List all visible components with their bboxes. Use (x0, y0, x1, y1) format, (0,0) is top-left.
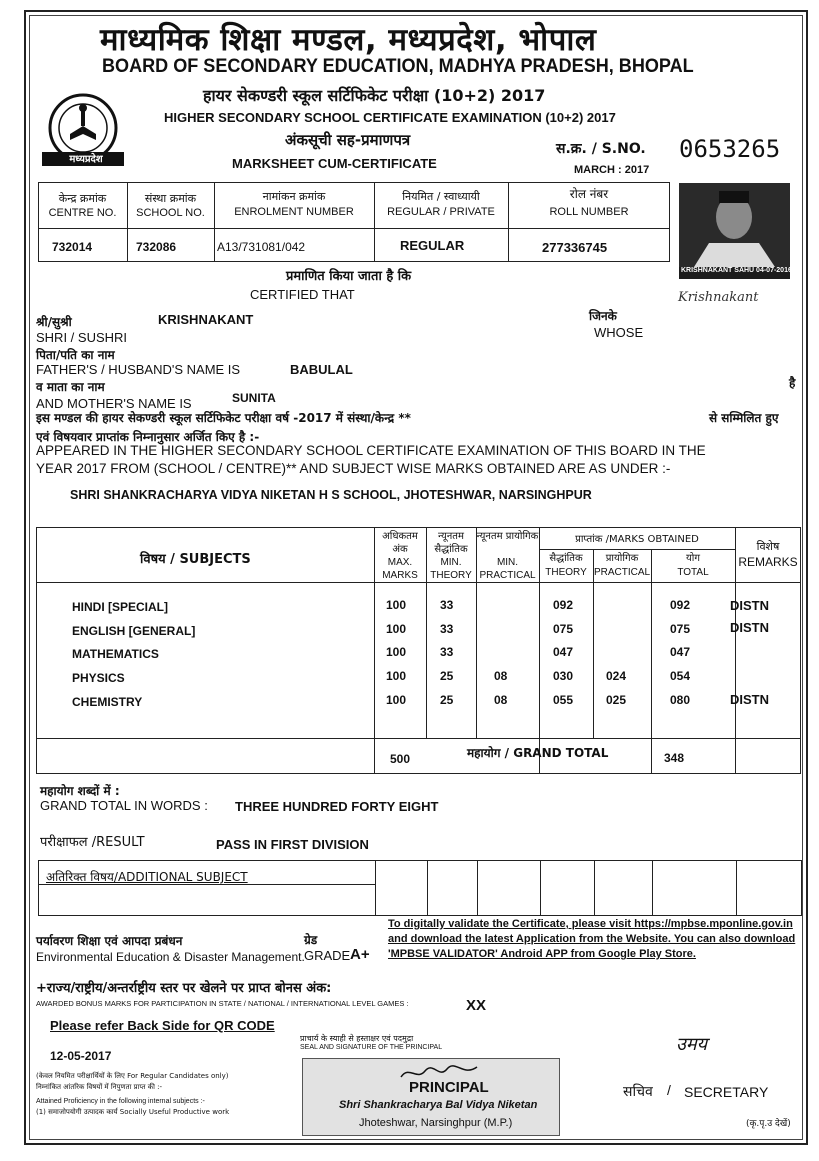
validation-notice-2: and download the latest Application from the Website. You can also download (388, 933, 796, 945)
header-remarks-en: REMARKS (738, 555, 798, 569)
whose-english: WHOSE (594, 325, 644, 340)
max-marks: 100 (386, 598, 407, 612)
max-marks: 100 (386, 693, 407, 707)
serial-number: 0653265 (679, 135, 781, 163)
please-turn-over: (कृ.पृ.उ देखें) (746, 1119, 791, 1129)
shri-english: SHRI / SUSHRI (36, 330, 128, 345)
header-max-hi: अधिकतम अंक (382, 531, 418, 555)
header-centre-hi: केन्द्र क्रमांक (58, 192, 107, 205)
hai-word: है (789, 376, 796, 390)
result-label: परीक्षाफल /RESULT (40, 835, 145, 850)
whose-hindi: जिनके (589, 309, 617, 323)
father-label-hindi: पिता/पति का नाम (36, 348, 115, 362)
candidate-photo (679, 183, 790, 279)
min-theory: 25 (440, 669, 454, 683)
env-education-hindi: पर्यावरण शिक्षा एवं आपदा प्रबंधन (36, 934, 183, 948)
exam-title-hindi: हायर सेकण्डरी स्कूल सर्टिफिकेट परीक्षा (10+2) 2017 (203, 86, 546, 105)
principal-place: Jhoteshwar, Narsinghpur (M.P.) (359, 1117, 513, 1129)
grade-hindi: ग्रेड (304, 933, 318, 947)
photo-caption: KRISHNAKANT SAHU 04-07-2016 (681, 267, 792, 274)
secretary-separator: / (667, 1082, 671, 1098)
enrolment-number: A13/731081/042 (217, 240, 306, 254)
total-marks: 047 (670, 645, 691, 659)
total-marks: 054 (670, 669, 691, 683)
note-internal-english: Attained Proficiency in the following internal subjects :- (36, 1098, 205, 1105)
secretary-signature: उमय (676, 1034, 708, 1055)
grand-total: 348 (664, 751, 685, 765)
min-practical: 08 (494, 669, 508, 683)
certified-hindi: प्रमाणित किया जाता है कि (286, 269, 412, 284)
result-value: PASS IN FIRST DIVISION (216, 837, 369, 852)
header-centre-en: CENTRE NO. (48, 207, 117, 219)
total-marks: 092 (670, 598, 691, 612)
theory-marks: 092 (553, 598, 574, 612)
secretary-hindi: सचिव (623, 1084, 653, 1100)
subject-name: MATHEMATICS (72, 647, 159, 661)
grand-total-words: THREE HUNDRED FORTY EIGHT (235, 799, 439, 814)
max-total: 500 (390, 752, 411, 766)
header-total-hi: योग (685, 553, 701, 564)
note-internal-hindi: निम्नांकित आंतरिक विषयों में निपुणता प्राप्त की :- (36, 1083, 163, 1091)
total-marks: 080 (670, 693, 691, 707)
school-name: SHRI SHANKRACHARYA VIDYA NIKETAN H S SCHOOL, JHOTESHWAR, NARSINGHPUR (70, 488, 592, 502)
header-regular-hi: नियमित / स्वाध्यायी (402, 190, 480, 203)
header-enrolment-en: ENROLMENT NUMBER (234, 206, 354, 218)
min-theory: 33 (440, 598, 454, 612)
grade-english: GRADE (304, 948, 351, 963)
remarks: DISTN (730, 598, 769, 613)
remarks: DISTN (730, 620, 769, 635)
candidate-signature: Krishnakant (678, 290, 759, 305)
header-school-hi: संस्था क्रमांक (144, 192, 197, 205)
additional-subject-label: अतिरिक्त विषय/ADDITIONAL SUBJECT (46, 870, 248, 884)
grade-value: A+ (350, 946, 370, 963)
father-label-english: FATHER'S / HUSBAND'S NAME IS (36, 362, 241, 377)
header-roll-hi: रोल नंबर (569, 187, 609, 201)
header-min-theory-hi: न्यूनतम सैद्धांतिक (434, 531, 468, 555)
theory-marks: 055 (553, 693, 574, 707)
issue-date: 12-05-2017 (50, 1049, 112, 1063)
max-marks: 100 (386, 622, 407, 636)
header-regular-en: REGULAR / PRIVATE (387, 206, 495, 218)
roll-number: 277336745 (542, 240, 608, 255)
min-theory: 33 (440, 645, 454, 659)
theory-marks: 075 (553, 622, 574, 636)
min-theory: 33 (440, 622, 454, 636)
appeared-english-2: YEAR 2017 FROM (SCHOOL / CENTRE)** AND SUBJECT WISE MARKS OBTAINED ARE AS UNDER :- (36, 461, 671, 476)
secretary-english: SECRETARY (684, 1084, 769, 1100)
note-supw: (1) समाजोपयोगी उत्पादक कार्य Socially Useful Productive work (36, 1108, 230, 1116)
header-enrolment-hi: नामांकन क्रमांक (262, 190, 326, 203)
max-marks: 100 (386, 669, 407, 683)
remarks: DISTN (730, 692, 769, 707)
appeared-hindi: इस मण्डल की हायर सेकण्डरी स्कूल सर्टिफिकेट परीक्षा वर्ष -2017 में संस्था/केन्द्र ** (36, 411, 411, 425)
theory-marks: 047 (553, 645, 574, 659)
practical-marks: 025 (606, 693, 627, 707)
note-regular-candidates: (केवल नियमित परीक्षार्थियों के लिए For Regular Candidates only) (36, 1072, 229, 1080)
header-school-en: SCHOOL NO. (136, 207, 205, 219)
header-min-prac-en: MIN. PRACTICAL (479, 557, 536, 581)
header-roll-en: ROLL NUMBER (549, 206, 629, 218)
board-title-english: BOARD OF SECONDARY EDUCATION, MADHYA PRADESH, BHOPAL (102, 56, 694, 77)
appeared-hindi-right: से सम्मिलित हुए (709, 411, 779, 425)
logo-caption: मध्यप्रदेश (69, 154, 103, 165)
header-remarks-hi: विशेष (756, 540, 780, 553)
validation-notice-3: 'MPBSE VALIDATOR' Android APP from Google Play Store. (388, 948, 696, 960)
school-number: 732086 (136, 240, 177, 254)
appeared-english-1: APPEARED IN THE HIGHER SECONDARY SCHOOL CERTIFICATE EXAMINATION OF THIS BOARD IN THE (36, 443, 706, 458)
subject-name: PHYSICS (72, 671, 125, 685)
document-title-english: MARKSHEET CUM-CERTIFICATE (232, 156, 437, 171)
subject-name: ENGLISH [GENERAL] (72, 624, 196, 638)
subject-name: HINDI [SPECIAL] (72, 600, 168, 614)
min-theory: 25 (440, 693, 454, 707)
bonus-hindi: +राज्य/राष्ट्रीय/अन्तर्राष्ट्रीय स्तर पर खेलने पर प्राप्त बोनस अंक: (36, 981, 332, 996)
header-theory-en: THEORY (545, 567, 587, 578)
header-min-prac-hi: न्यूनतम प्रायोगिक (476, 531, 539, 542)
document-title-hindi: अंकसूची सह-प्रमाणपत्र (285, 131, 411, 149)
practical-marks: 024 (606, 669, 627, 683)
header-prac-en: PRACTICAL (593, 567, 651, 578)
certified-english: CERTIFIED THAT (250, 287, 355, 302)
env-education-english: Environmental Education & Disaster Management. (36, 950, 305, 964)
shri-hindi: श्री/सुश्री (36, 315, 72, 329)
mother-label-english: AND MOTHER'S NAME IS (36, 396, 192, 411)
principal-title: PRINCIPAL (409, 1079, 489, 1096)
header-max-en: MAX. MARKS (382, 557, 418, 581)
header-min-theory-en: MIN. THEORY (430, 557, 472, 581)
validation-notice-1: To digitally validate the Certificate, please visit https://mpbse.mponline.gov.in (388, 918, 793, 930)
principal-school: Shri Shankracharya Bal Vidya Niketan (339, 1099, 538, 1111)
bonus-value: XX (466, 997, 487, 1014)
subject-name: CHEMISTRY (72, 695, 143, 709)
board-title-hindi: माध्यमिक शिक्षा मण्डल, मध्यप्रदेश, भोपाल (100, 22, 597, 58)
father-name: BABULAL (290, 362, 353, 377)
header-subjects: विषय / SUBJECTS (140, 552, 251, 567)
header-total-en: TOTAL (677, 567, 709, 578)
candidate-name: KRISHNAKANT (158, 312, 254, 327)
bonus-english: AWARDED BONUS MARKS FOR PARTICIPATION IN STATE / NATIONAL / INTERNATIONAL LEVEL GAMES : (36, 999, 409, 1008)
exam-session: MARCH : 2017 (574, 164, 650, 176)
mother-name: SUNITA (232, 391, 276, 405)
theory-marks: 030 (553, 669, 574, 683)
total-marks: 075 (670, 622, 691, 636)
regular-private: REGULAR (400, 238, 465, 253)
header-obtained: प्राप्तांक /MARKS OBTAINED (575, 534, 699, 545)
centre-number: 732014 (52, 240, 93, 254)
principal-stamp (302, 1058, 560, 1136)
words-label-english: GRAND TOTAL IN WORDS : (40, 798, 208, 813)
principal-signature-hindi: प्राचार्य के स्याही से हस्ताक्षर एवं पदमुद्रा (300, 1034, 414, 1043)
mother-label-hindi: व माता का नाम (36, 380, 105, 394)
serial-number-label: स.क्र. / S.NO. (556, 141, 646, 157)
min-practical: 08 (494, 693, 508, 707)
words-label-hindi: महायोग शब्दों में : (40, 784, 120, 798)
max-marks: 100 (386, 645, 407, 659)
qr-code-note: Please refer Back Side for QR CODE (50, 1018, 275, 1033)
grand-total-label: महायोग / GRAND TOTAL (467, 746, 609, 760)
principal-signature-english: SEAL AND SIGNATURE OF THE PRINCIPAL (300, 1044, 443, 1051)
exam-title-english: HIGHER SECONDARY SCHOOL CERTIFICATE EXAMINATION (10+2) 2017 (164, 110, 616, 125)
subjectwise-hindi: एवं विषयवार प्राप्तांक निम्नानुसार अर्जित किए है :- (36, 430, 260, 444)
header-prac-hi: प्रायोगिक (605, 553, 639, 564)
header-theory-hi: सैद्धांतिक (549, 553, 583, 564)
